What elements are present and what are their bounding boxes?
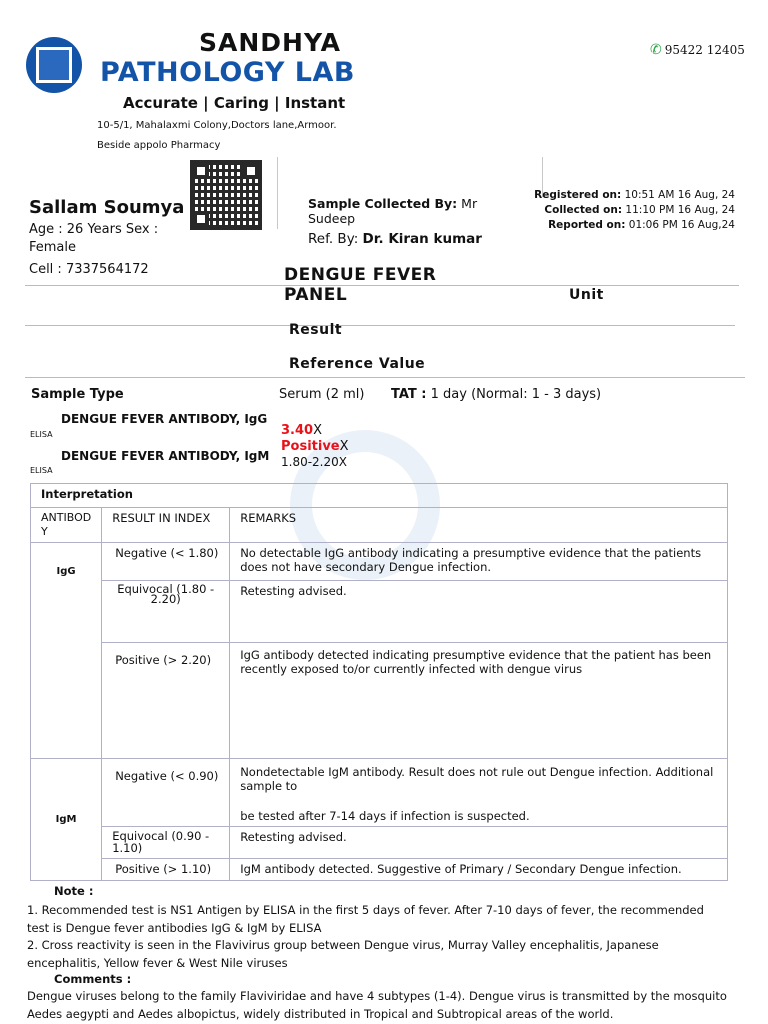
- igm-remark-negative-line2: be tested after 7-14 days if infection is suspected.: [240, 809, 530, 823]
- lab-address-line2: Beside appolo Pharmacy: [97, 140, 221, 151]
- reported-label: Reported on:: [548, 219, 626, 231]
- note-2: 2. Cross reactivity is seen in the Flavivirus group between Dengue virus, Murray Valley encephalitis, Japanese encephalitis, Yellow fever & West Nile viruses: [27, 938, 659, 970]
- igm-remark-equivocal: Retesting advised.: [230, 827, 728, 859]
- note-label: Note :: [54, 884, 94, 898]
- igm-index-positive: Positive (> 1.10): [102, 859, 230, 881]
- igg-remark-equivocal: Retesting advised.: [230, 581, 728, 643]
- header-remarks: REMARKS: [230, 508, 728, 543]
- igg-index-positive: Positive (> 2.20): [102, 643, 230, 759]
- collected-value: 11:10 PM 16 Aug, 24: [625, 204, 735, 216]
- sample-collected-by: [308, 196, 518, 226]
- igm-label: IgM: [31, 759, 102, 881]
- sample-collected-label: Sample Collected By:: [308, 196, 458, 211]
- divider: [25, 325, 735, 326]
- interpretation-table: [30, 483, 728, 881]
- column-reference-value: Reference Value: [289, 356, 426, 372]
- sample-type-label: Sample Type: [31, 387, 124, 402]
- qr-code: [190, 160, 262, 230]
- igm-remark-negative-line1: Nondetectable IgM antibody. Result does not rule out Dengue infection. Additional sample to: [240, 765, 714, 793]
- ref-by-label: Ref. By:: [308, 231, 359, 247]
- tat-value: 1 day (Normal: 1 - 3 days): [430, 387, 602, 402]
- test-name-igg: DENGUE FEVER ANTIBODY, IgG: [61, 412, 268, 426]
- ref-by-value: Dr. Kiran kumar: [362, 231, 482, 247]
- test-method-igg: ELISA: [30, 430, 53, 439]
- comments-label: Comments :: [54, 972, 132, 986]
- divider: [25, 377, 745, 378]
- igm-remark-positive: IgM antibody detected. Suggestive of Primary / Secondary Dengue infection.: [230, 859, 728, 881]
- igg-label: IgG: [31, 543, 102, 759]
- collected-label: Collected on:: [544, 204, 623, 216]
- lab-name-line1: SANDHYA: [199, 28, 342, 57]
- igm-index-negative: Negative (< 0.90): [102, 759, 230, 827]
- lab-logo: [26, 37, 82, 93]
- registered-value: 10:51 AM 16 Aug, 24: [624, 189, 735, 201]
- phone-icon: ✆: [650, 42, 662, 58]
- header-result-index: RESULT IN INDEX: [102, 508, 230, 543]
- lab-phone: [650, 42, 745, 58]
- igg-index-negative: Negative (< 1.80): [102, 543, 230, 581]
- result-unit-igg: X: [313, 423, 322, 438]
- note-1: 1. Recommended test is NS1 Antigen by ELISA in the first 5 days of fever. After 7-10 days of fever, the recommended test is Dengue fever antibodies IgG & IgM by ELISA: [27, 903, 704, 935]
- test-method-igm: ELISA: [30, 466, 53, 475]
- header-antibody: ANTIBOD Y: [31, 508, 102, 543]
- test-result-igg: [281, 423, 322, 438]
- registered-label: Registered on:: [534, 189, 622, 201]
- sample-collected-value: Mr Sudeep: [308, 196, 478, 226]
- collected-on: [525, 204, 735, 216]
- patient-sex-value: Female: [29, 240, 77, 255]
- reported-value: 01:06 PM 16 Aug,24: [628, 219, 735, 231]
- column-unit: Unit: [569, 287, 604, 303]
- registered-on: [525, 189, 735, 201]
- igm-remark-negative: [230, 759, 728, 827]
- patient-cell: Cell : 7337564172: [29, 262, 149, 277]
- result-value-igm: Positive: [281, 439, 340, 454]
- test-reference-igm: 1.80-2.20X: [281, 455, 347, 469]
- igg-remark-negative: No detectable IgG antibody indicating a presumptive evidence that the patients does not have secondary Dengue infection.: [230, 543, 728, 581]
- comments-text: Dengue viruses belong to the family Flaviviridae and have 4 subtypes (1-4). Dengue virus is transmitted by the mosquito Aedes aegypti and Aedes albopictus, widely distributed in Tropical and Subtropical areas of the world.: [27, 989, 727, 1021]
- lab-tagline: Accurate | Caring | Instant: [123, 94, 346, 112]
- igg-index-equivocal: Equivocal (1.80 - 2.20): [102, 581, 230, 643]
- test-result-igm: [281, 439, 349, 454]
- column-result: Result: [289, 322, 343, 338]
- phone-number: 95422 12405: [664, 43, 745, 57]
- test-name-igm: DENGUE FEVER ANTIBODY, IgM: [61, 449, 270, 463]
- patient-age-sex: Age : 26 Years Sex :: [29, 222, 159, 237]
- igg-remark-positive: IgG antibody detected indicating presumptive evidence that the patient has been recently exposed to/or currently infected with dengue virus: [230, 643, 728, 759]
- interpretation-title: Interpretation: [31, 484, 728, 508]
- lab-name-line2: PATHOLOGY LAB: [100, 57, 355, 88]
- tat: [391, 387, 601, 402]
- tat-label: TAT :: [391, 387, 427, 402]
- patient-name: Sallam Soumya: [29, 197, 185, 218]
- result-value-igg: 3.40: [281, 423, 314, 438]
- panel-title: DENGUE FEVER PANEL: [284, 265, 437, 305]
- result-unit-igm: X: [339, 439, 349, 454]
- lab-address-line1: 10-5/1, Mahalaxmi Colony,Doctors lane,Armoor.: [97, 120, 337, 131]
- divider: [277, 157, 278, 229]
- igm-index-equivocal: Equivocal (0.90 - 1.10): [102, 827, 230, 859]
- reported-on: [525, 219, 735, 231]
- referred-by: [308, 231, 482, 247]
- sample-type-value: Serum (2 ml): [279, 387, 365, 402]
